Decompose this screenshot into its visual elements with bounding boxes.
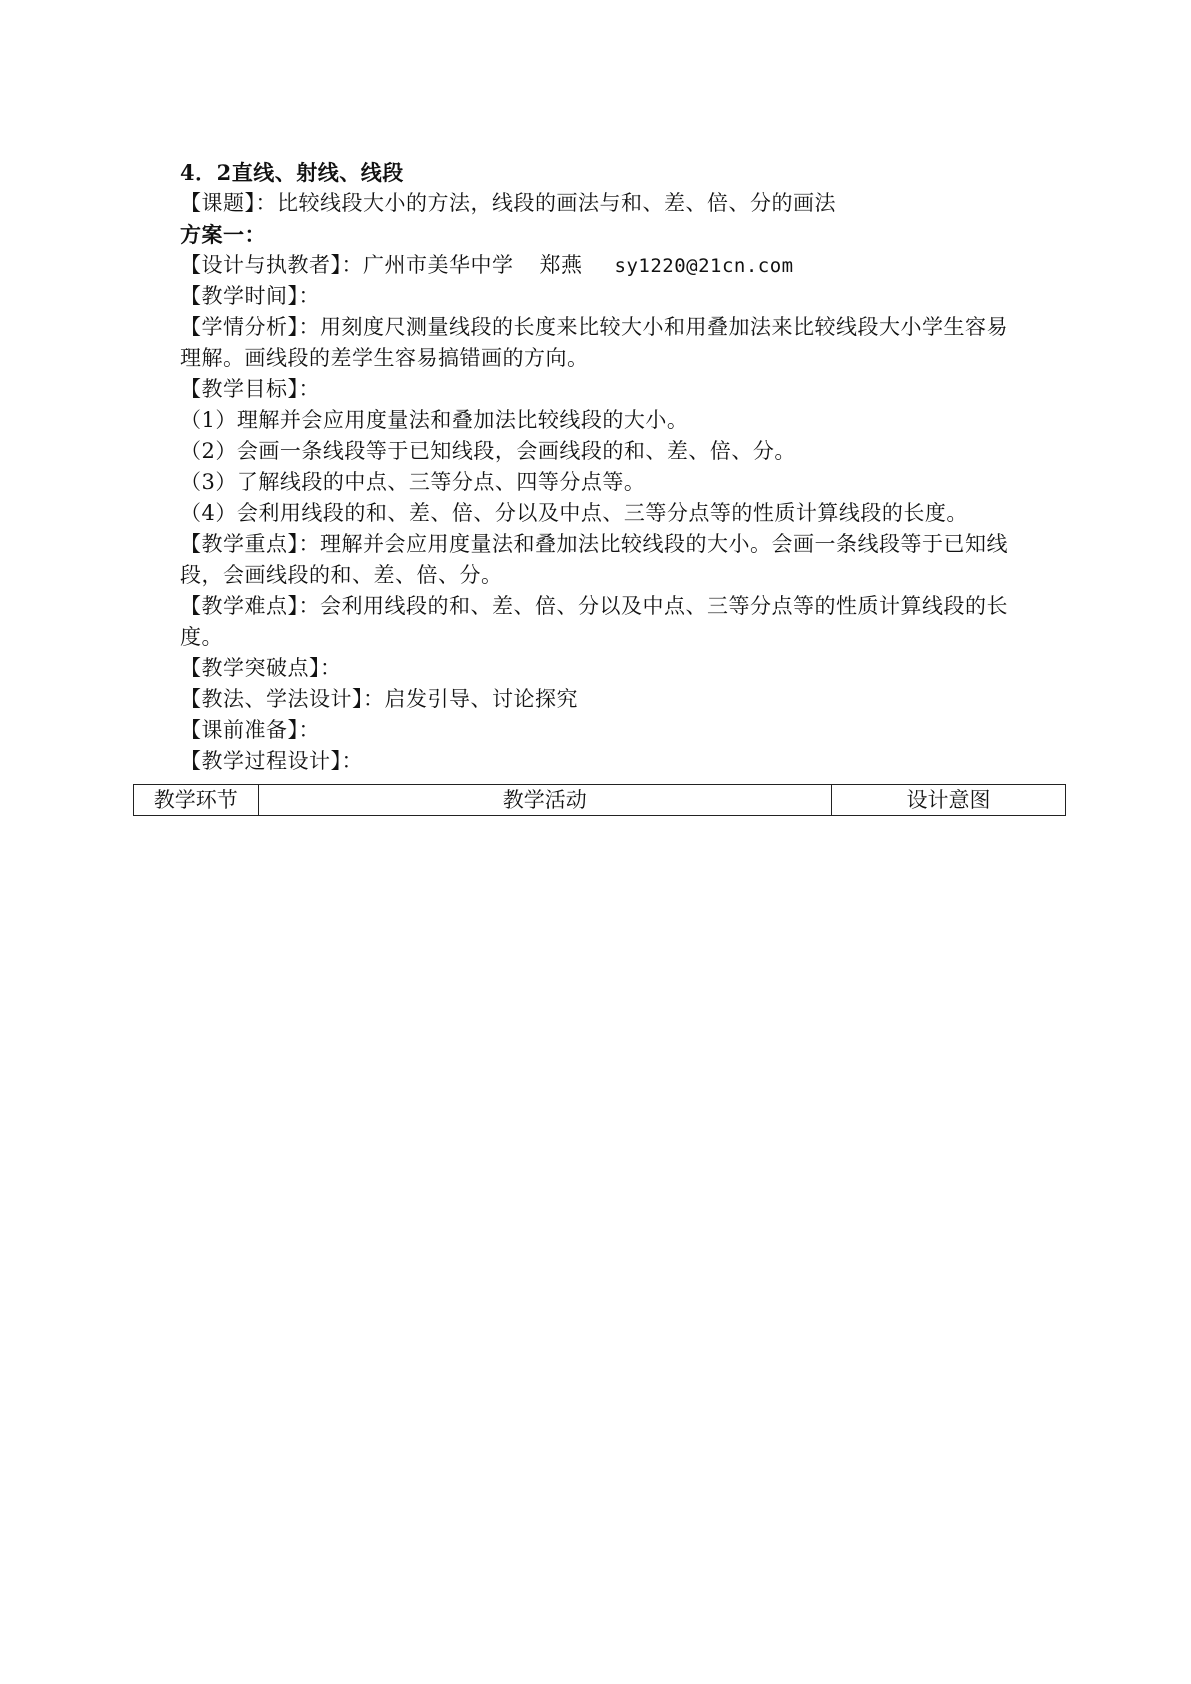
analysis-paragraph (180, 312, 1020, 374)
designer-school: 广州市美华中学 (363, 253, 514, 277)
lesson-plan-content (180, 157, 1020, 777)
objectives-line (180, 374, 1020, 405)
process-label: 【教学过程设计】： (180, 749, 363, 773)
topic-value: 比较线段大小的方法，线段的画法与和、差、倍、分的画法 (277, 191, 836, 215)
column-header-activity: 教学活动 (258, 785, 831, 816)
breakthrough-label: 【教学突破点】： (180, 656, 342, 680)
key-points-value: 理解并会应用度量法和叠加法比较线段的大小。会画一条线段等于已知线段，会画线段的和、差、倍、分。 (180, 532, 1008, 587)
designer-email: sy1220@21cn.com (614, 255, 794, 277)
analysis-label: 【学情分析】： (180, 315, 320, 339)
table-header-row (134, 785, 1066, 816)
preparation-label: 【课前准备】： (180, 718, 320, 742)
objective-item: （2）会画一条线段等于已知线段，会画线段的和、差、倍、分。 (180, 439, 796, 463)
objective-item: （4）会利用线段的和、差、倍、分以及中点、三等分点等的性质计算线段的长度。 (180, 501, 968, 525)
analysis-value: 用刻度尺测量线段的长度来比较大小和用叠加法来比较线段大小学生容易理解。画线段的差学生容易搞错画的方向。 (180, 315, 1008, 370)
process-line (180, 746, 1020, 777)
objective-item: （3）了解线段的中点、三等分点、四等分点等。 (180, 470, 646, 494)
methods-value: 启发引导、讨论探究 (384, 687, 578, 711)
difficulties-value: 会利用线段的和、差、倍、分以及中点、三等分点等的性质计算线段的长度。 (180, 594, 1008, 649)
methods-label: 【教法、学法设计】： (180, 687, 385, 711)
topic-line (180, 188, 1020, 219)
objectives-label: 【教学目标】： (180, 377, 320, 401)
section-title: 4．2直线、射线、线段 (180, 160, 404, 185)
teaching-time-line (180, 281, 1020, 312)
teaching-time-label: 【教学时间】： (180, 284, 320, 308)
designer-line (180, 250, 1020, 281)
breakthrough-line (180, 653, 1020, 684)
topic-label: 【课题】： (180, 191, 277, 215)
plan-title: 方案一： (180, 222, 266, 247)
column-header-intent: 设计意图 (831, 785, 1065, 816)
objective-item: （1）理解并会应用度量法和叠加法比较线段的大小。 (180, 408, 689, 432)
preparation-line (180, 715, 1020, 746)
column-header-stage: 教学环节 (134, 785, 259, 816)
process-table (133, 784, 1066, 816)
designer-name: 郑燕 (539, 253, 583, 277)
methods-line (180, 684, 1020, 715)
difficulties-paragraph (180, 591, 1020, 653)
designer-label: 【设计与执教者】： (180, 253, 363, 277)
difficulties-label: 【教学难点】： (180, 594, 320, 618)
key-points-label: 【教学重点】： (180, 532, 320, 556)
key-points-paragraph (180, 529, 1020, 591)
